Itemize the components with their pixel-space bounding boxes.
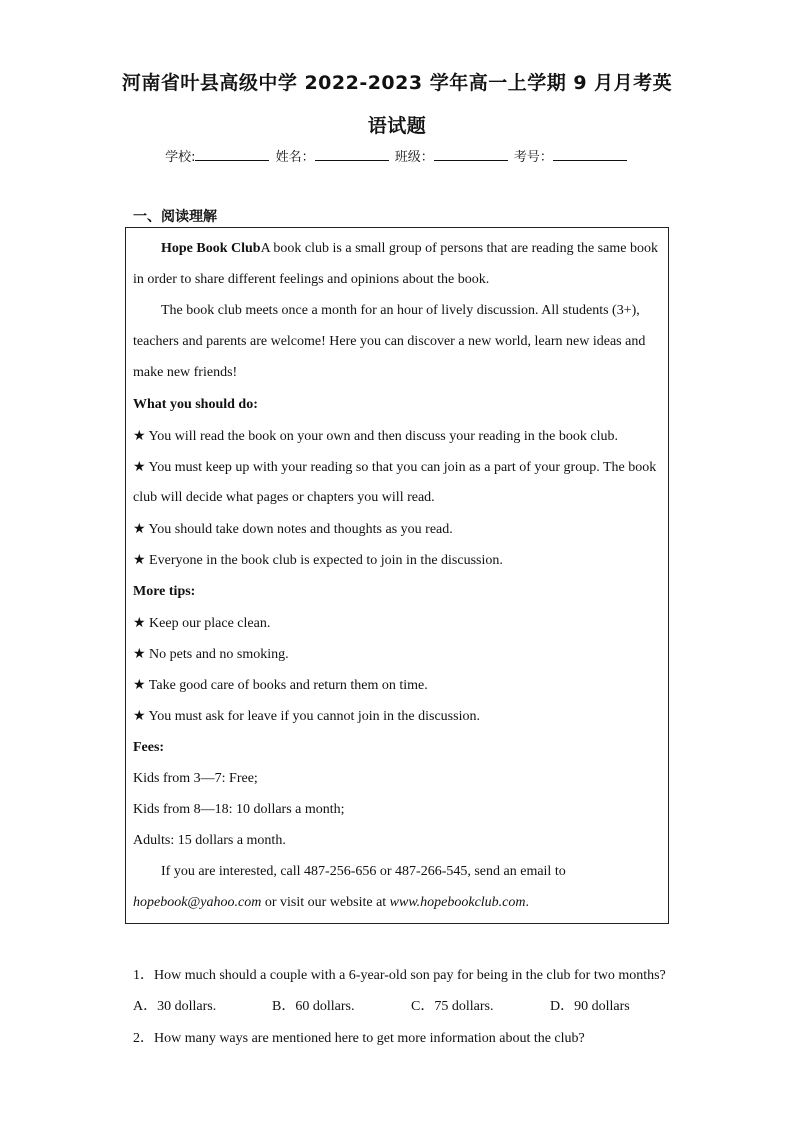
q1-option-b[interactable]: B．60 dollars.: [272, 999, 355, 1014]
class-label: 班级：: [394, 150, 434, 165]
passage-box: [125, 227, 669, 924]
q1-option-c[interactable]: C．75 dollars.: [411, 999, 494, 1014]
question-1: 1．How much should a couple with a 6-year-old son pay for being in the club for two months?: [133, 968, 666, 983]
passage-p2-line1: The book club meets once a month for an hour of lively discussion. All students (3+),: [161, 303, 640, 318]
number-blank[interactable]: [553, 148, 627, 161]
do-item-2b: club will decide what pages or chapters you will read.: [133, 490, 435, 505]
tip-item-2: ★ No pets and no smoking.: [133, 647, 289, 662]
tips-heading: More tips:: [133, 584, 196, 599]
exam-title-line2: 语试题: [367, 115, 427, 137]
fee-item-2: Kids from 8—18: 10 dollars a month;: [133, 802, 345, 817]
passage-p2-line3: make new friends!: [133, 365, 238, 380]
do-item-3: ★ You should take down notes and thoughts as you read.: [133, 522, 453, 537]
passage-p1-line2: in order to share different feelings and opinions about the book.: [133, 272, 490, 287]
name-blank[interactable]: [315, 148, 389, 161]
contact-line1: If you are interested, call 487-256-656 or 487-266-545, send an email to: [161, 864, 566, 879]
number-label: 考号：: [513, 150, 553, 165]
tip-item-4: ★ You must ask for leave if you cannot join in the discussion.: [133, 709, 480, 724]
fee-item-1: Kids from 3—7: Free;: [133, 771, 258, 786]
email-link[interactable]: hopebook@yahoo.com: [133, 895, 262, 910]
do-item-2a: ★ You must keep up with your reading so that you can join as a part of your group. The book: [133, 460, 657, 475]
fee-item-3: Adults: 15 dollars a month.: [133, 833, 286, 848]
name-label: 姓名：: [275, 150, 315, 165]
club-name: Hope Book Club: [161, 241, 261, 256]
contact-end: .: [525, 895, 530, 910]
section-heading: 一、阅读理解: [133, 209, 217, 225]
passage-p1-text: A book club is a small group of persons that are reading the same book: [260, 241, 658, 256]
q1-option-d[interactable]: D．90 dollars: [550, 999, 630, 1014]
website-link[interactable]: www.hopebookclub.com: [389, 895, 526, 910]
tip-item-3: ★ Take good care of books and return them on time.: [133, 678, 428, 693]
q1-option-a[interactable]: A．30 dollars.: [133, 999, 217, 1014]
passage-p1-line1: [161, 241, 658, 257]
contact-line2: [133, 895, 529, 911]
do-item-1: ★ You will read the book on your own and then discuss your reading in the book club.: [133, 429, 618, 444]
passage-p2-line2: teachers and parents are welcome! Here you can discover a new world, learn new ideas and: [133, 334, 646, 349]
class-blank[interactable]: [434, 148, 508, 161]
contact-mid: or visit our website at: [261, 895, 390, 910]
do-item-4: ★ Everyone in the book club is expected to join in the discussion.: [133, 553, 503, 568]
question-2: 2．How many ways are mentioned here to get more information about the club?: [133, 1031, 585, 1046]
fees-heading: Fees:: [133, 740, 165, 755]
exam-title-line1: 河南省叶县高级中学 2022-2023 学年高一上学期 9 月月考英: [121, 72, 673, 94]
tip-item-1: ★ Keep our place clean.: [133, 616, 271, 631]
do-heading: What you should do:: [133, 397, 258, 412]
school-label: 学校:: [165, 150, 196, 165]
school-blank[interactable]: [195, 148, 269, 161]
student-info-row: [0, 146, 794, 165]
